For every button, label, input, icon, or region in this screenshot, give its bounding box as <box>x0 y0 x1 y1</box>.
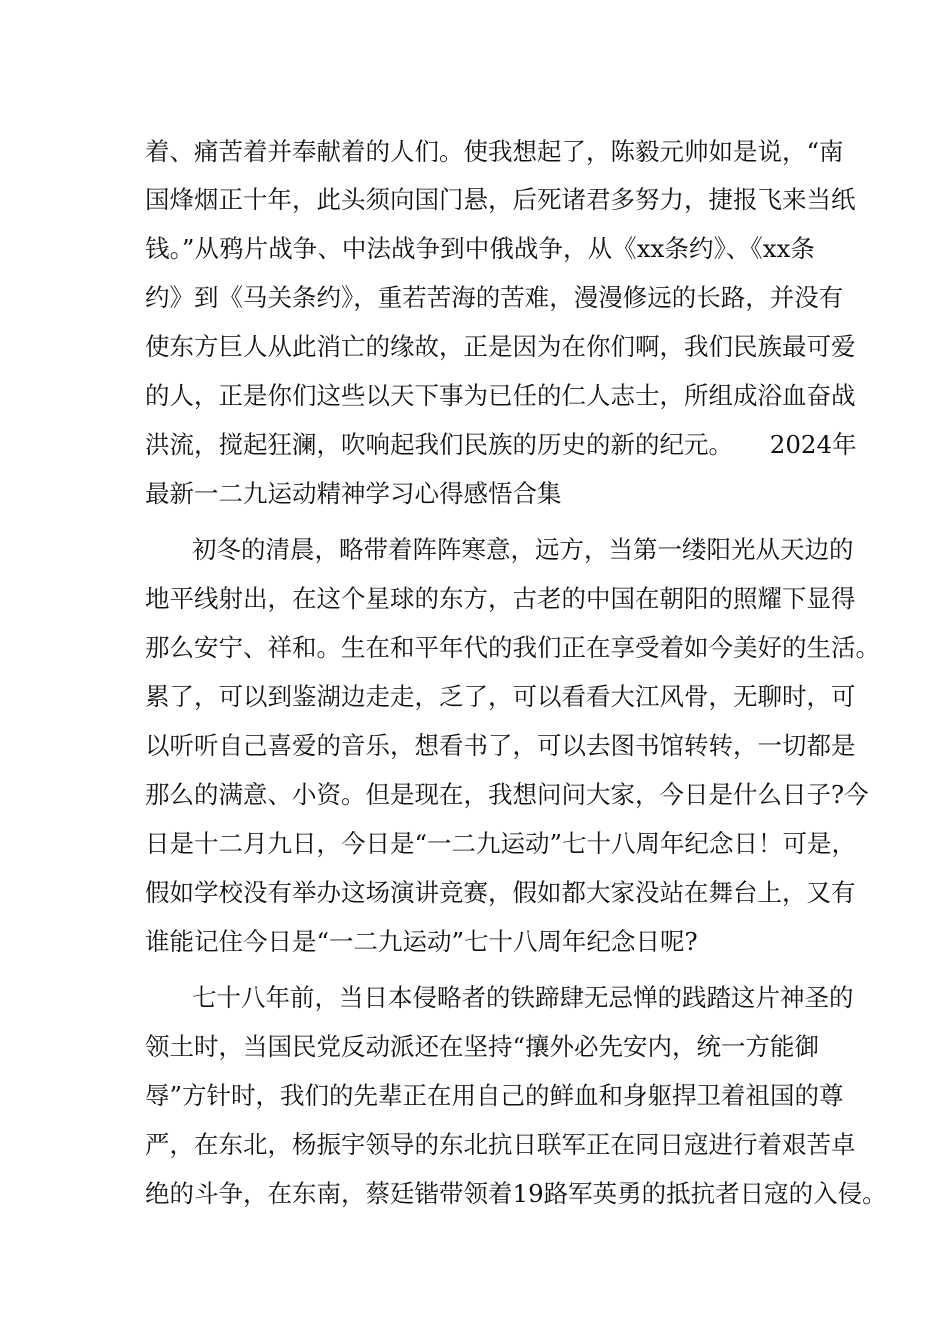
text-line: 领土时，当国民党反动派还在坚持“攘外必先安内，统一方能御 <box>145 1032 820 1061</box>
text-line: 洪流，搅起狂澜，吹响起我们民族的历史的新的纪元。 2024年 <box>145 430 857 459</box>
text-line: 累了，可以到鉴湖边走走，乏了，可以看看大江风骨，无聊时，可 <box>145 682 856 711</box>
text-line: 约》到《马关条约》，重若苦海的苦难，漫漫修远的长路，并没有 <box>145 283 844 312</box>
text-line: 辱”方针时，我们的先辈正在用自己的鲜血和身躯捍卫着祖国的尊 <box>145 1081 844 1110</box>
text-line: 那么安宁、祥和。生在和平年代的我们正在享受着如今美好的生活。 <box>145 633 880 662</box>
text-line: 地平线射出，在这个星球的东方，古老的中国在朝阳的照耀下显得 <box>145 584 856 613</box>
text-line: 钱。”从鸦片战争、中法战争到中俄战争，从《xx条约》、《xx条 <box>145 234 815 263</box>
text-line: 那么的满意、小资。但是现在，我想问问大家，今日是什么日子?今 <box>145 780 869 809</box>
text-line: 以听听自己喜爱的音乐，想看书了，可以去图书馆转转，一切都是 <box>145 731 856 760</box>
text-line: 严，在东北，杨振宇领导的东北抗日联军正在同日寇进行着艰苦卓 <box>145 1130 856 1159</box>
text-line: 谁能记住今日是“一二九运动”七十八周年纪念日呢? <box>145 927 698 956</box>
text-line: 国烽烟正十年，此头须向国门悬，后死诸君多努力，捷报飞来当纸 <box>145 185 856 214</box>
text-line: 初冬的清晨，略带着阵阵寒意，远方，当第一缕阳光从天边的 <box>192 535 854 564</box>
text-line: 假如学校没有举办这场演讲竞赛，假如都大家没站在舞台上，又有 <box>145 878 856 907</box>
text-line: 七十八年前，当日本侵略者的铁蹄肆无忌惮的践踏这片神圣的 <box>192 983 854 1012</box>
text-line: 绝的斗争，在东南，蔡廷锴带领着19路军英勇的抵抗者日寇的入侵。 <box>145 1179 887 1208</box>
text-line: 使东方巨人从此消亡的缘故，正是因为在你们啊，我们民族最可爱 <box>145 332 856 361</box>
section-title: 最新一二九运动精神学习心得感悟合集 <box>145 479 562 508</box>
text-line: 着、痛苦着并奉献着的人们。使我想起了，陈毅元帅如是说，“南 <box>145 137 844 166</box>
text-line: 的人，正是你们这些以天下事为已任的仁人志士，所组成浴血奋战 <box>145 381 856 410</box>
text-line: 日是十二月九日，今日是“一二九运动”七十八周年纪念日！可是， <box>145 829 857 858</box>
